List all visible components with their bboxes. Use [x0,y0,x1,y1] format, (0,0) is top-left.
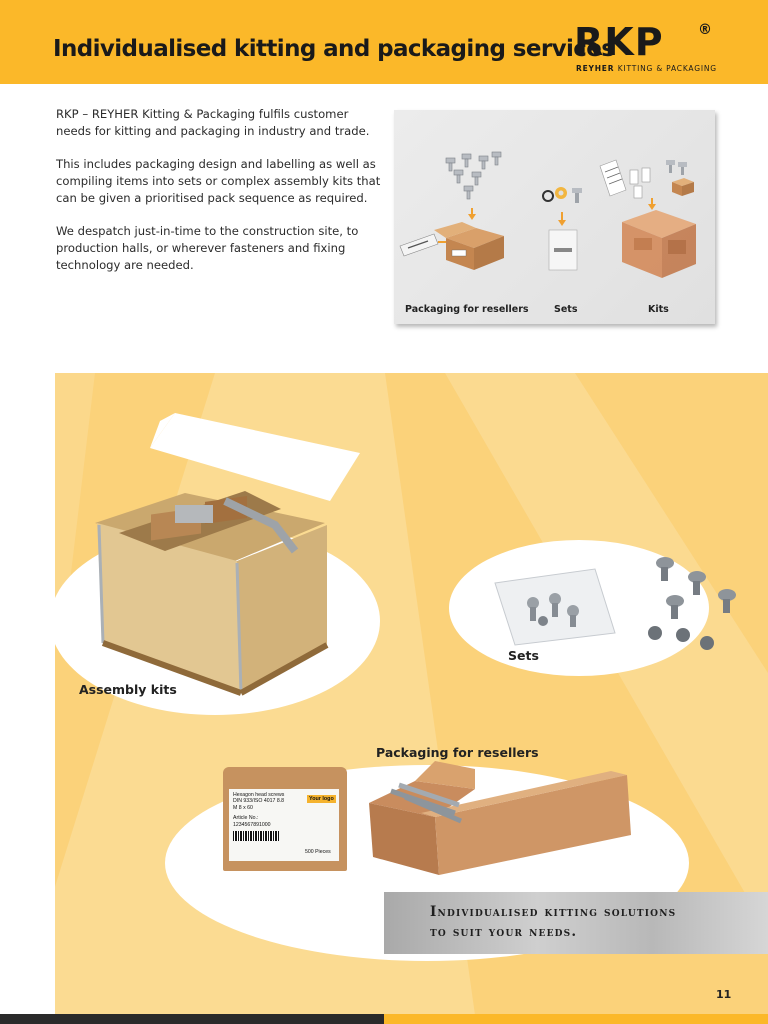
label-logo-box: Your logo [309,796,334,802]
logo-letters: RKP [574,20,664,64]
rkp-logo [574,22,764,78]
intro-paragraph-1: RKP – REYHER Kitting & Packaging fulfils customer needs for kitting and packaging in industry and trade. [56,107,370,138]
label-product-name: Hexagon head screws [233,792,285,798]
registered-mark: ® [698,22,712,38]
bag-icon [549,230,577,270]
cardboard-box-icon [434,222,504,270]
screw-cluster-icon [446,152,501,199]
product-label [229,789,339,861]
label-card-icon [400,234,438,256]
caption-sets: Sets [508,648,539,663]
slogan-text [430,902,676,942]
diagram-label-sets: Sets [554,304,578,315]
documents-icon [600,160,694,198]
caption-assembly-kits: Assembly kits [79,682,177,697]
page-number: 11 [716,988,732,1001]
kit-crate-icon [622,210,696,278]
label-article-caption: Article No.: [233,815,259,822]
services-diagram [394,110,715,324]
reseller-product-box [223,767,347,871]
page-title: Individualised kitting and packaging services [53,36,615,62]
intro-paragraph-3: We despatch just-in-time to the construction site, to production halls, or wherever fasteners and fixing technology are needed. [56,224,359,272]
barcode [233,831,279,841]
label-article-number: 1234567891000 [233,821,271,828]
label-pieces: 500 Pieces [305,849,331,855]
footer-bar-yellow [384,1014,768,1024]
diagram-illustration [394,110,715,324]
slogan-banner [384,892,768,954]
washer-nut-icon [543,187,582,203]
intro-paragraph-2: This includes packaging design and labelling as well as compiling items into sets or complex assembly kits that can be given a prioritised pack sequence as required. [56,157,381,205]
slogan-line-1: Individualised kitting solutions [430,904,677,920]
intro-text [56,106,386,290]
label-size: M 8 x 60 [233,804,253,811]
label-standard: DIN 933/ISO 4017 8.8 [233,798,285,805]
diagram-label-resellers: Packaging for resellers [405,304,529,315]
logo-subtitle [576,64,717,73]
footer-bar-dark [0,1014,384,1024]
diagram-label-kits: Kits [648,304,669,315]
logo-sub-text: KITTING & PACKAGING [617,64,717,73]
slogan-line-2: to suit your needs. [430,924,578,940]
caption-packaging-for-resellers: Packaging for resellers [376,745,539,760]
header-bar [0,0,768,84]
logo-sub-brand: REYHER [576,64,615,73]
